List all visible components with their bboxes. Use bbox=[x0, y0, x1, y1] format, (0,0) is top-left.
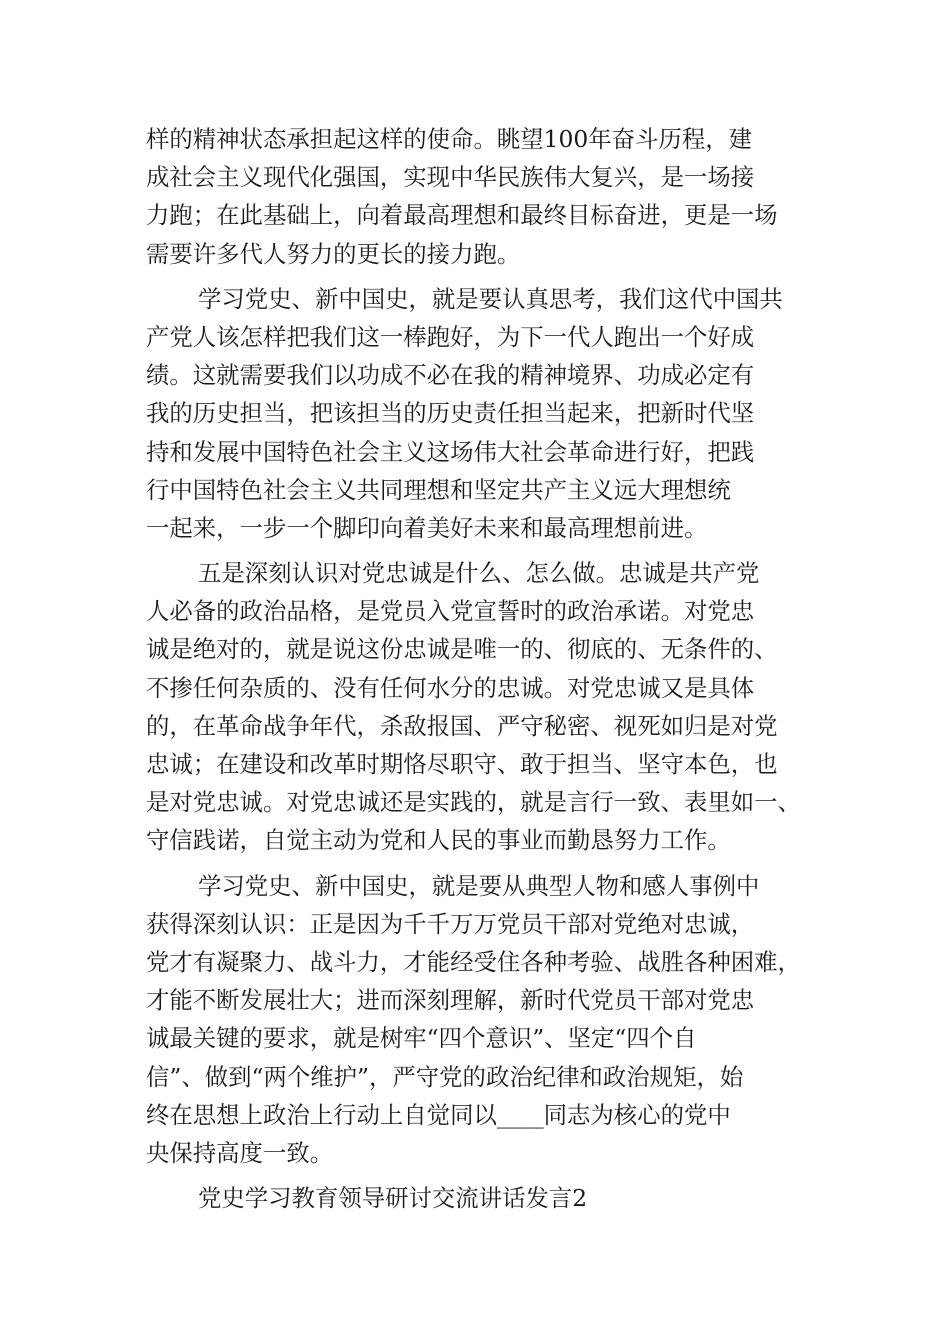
paragraph-gap bbox=[146, 547, 806, 554]
text-line: 成社会主义现代化强国，实现中华民族伟大复兴，是一场接 bbox=[146, 163, 755, 192]
document-page bbox=[146, 120, 806, 1217]
text-line: 忠诚；在建设和改革时期恪尽职守、敢于担当、坚守本色，也 bbox=[146, 750, 778, 778]
paragraph bbox=[146, 280, 806, 547]
text-line: 才能不断发展壮大；进而深刻理解，新时代党员干部对党忠 bbox=[146, 986, 755, 1015]
text-line: 学习党史、新中国史，就是要从典型人物和感人事例中 bbox=[198, 871, 760, 900]
text-line: 的，在革命战争年代，杀敌报国、严守秘密、视死如归是对党 bbox=[146, 711, 778, 740]
paragraph bbox=[146, 1179, 806, 1217]
text-line: 行中国特色社会主义共同理想和坚定共产主义远大理想统 bbox=[146, 475, 731, 504]
text-line: 五是深刻认识对党忠诚是什么、怎么做。忠诚是共产党 bbox=[198, 559, 760, 588]
paragraph-gap bbox=[146, 273, 806, 280]
text-line: 产党人该怎样把我们这一棒跑好，为下一代人跑出一个好成 bbox=[146, 322, 755, 351]
paragraph-gap bbox=[146, 1172, 806, 1179]
text-line: 央保持高度一致。 bbox=[146, 1138, 334, 1167]
text-line: 党才有凝聚力、战斗力，才能经受住各种考验、战胜各种困难， bbox=[146, 947, 801, 976]
text-line: 是对党忠诚。对党忠诚还是实践的，就是言行一致、表里如一、 bbox=[146, 788, 801, 817]
paragraph bbox=[146, 867, 806, 1173]
text-line: 诚是绝对的，就是说这份忠诚是唯一的、彻底的、无条件的、 bbox=[146, 635, 778, 664]
paragraph bbox=[146, 554, 806, 860]
text-line: 力跑；在此基础上，向着最高理想和最终目标奋进，更是一场 bbox=[146, 201, 778, 230]
text-line: 样的精神状态承担起这样的使命。眺望100年奋斗历程，建 bbox=[146, 125, 753, 153]
text-line: 党史学习教育领导研讨交流讲话发言2 bbox=[198, 1184, 588, 1213]
paragraph-gap bbox=[146, 860, 806, 867]
paragraph bbox=[146, 120, 806, 273]
text-line: 绩。这就需要我们以功成不必在我的精神境界、功成必定有 bbox=[146, 361, 755, 390]
text-line: 持和发展中国特色社会主义这场伟大社会革命进行好，把践 bbox=[146, 437, 755, 466]
text-line: 获得深刻认识：正是因为千千万万党员干部对党绝对忠诚， bbox=[146, 909, 755, 938]
text-line: 一起来，一步一个脚印向着美好未来和最高理想前进。 bbox=[146, 513, 708, 542]
text-line: 守信践诺，自觉主动为党和人民的事业而勤恳努力工作。 bbox=[146, 826, 731, 855]
text-line: 终在思想上政治上行动上自觉同以____同志为核心的党中 bbox=[146, 1100, 731, 1129]
text-line: 信”、做到“两个维护”，严守党的政治纪律和政治规矩，始 bbox=[146, 1062, 744, 1091]
text-line: 不掺任何杂质的、没有任何水分的忠诚。对党忠诚又是具体 bbox=[146, 673, 755, 702]
text-line: 学习党史、新中国史，就是要认真思考，我们这代中国共 bbox=[198, 284, 783, 313]
text-line: 人必备的政治品格，是党员入党宣誓时的政治承诺。对党忠 bbox=[146, 597, 755, 626]
text-line: 诚最关键的要求，就是树牢“四个意识”、坚定“四个自 bbox=[146, 1024, 697, 1053]
text-line: 我的历史担当，把该担当的历史责任担当起来，把新时代坚 bbox=[146, 399, 755, 428]
text-line: 需要许多代人努力的更长的接力跑。 bbox=[146, 239, 521, 268]
